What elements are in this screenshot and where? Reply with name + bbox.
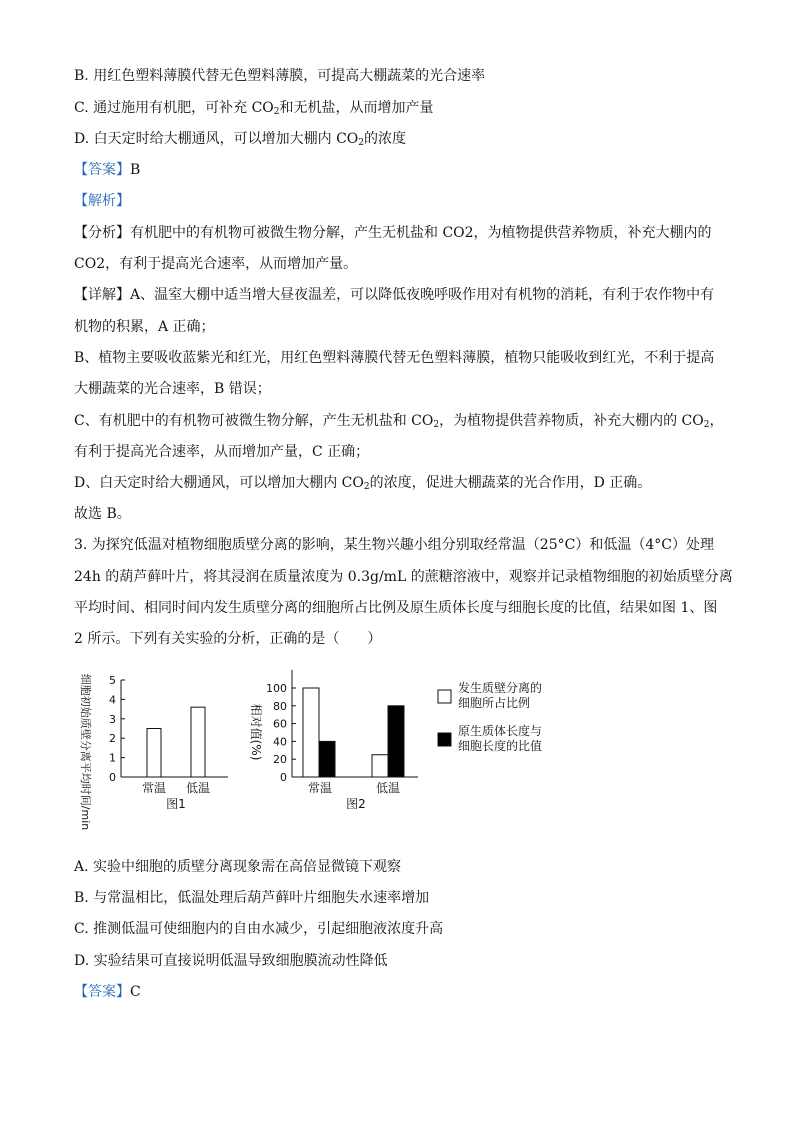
option-b-prev: B. 用红色塑料薄膜代替无色塑料薄膜，可提高大棚蔬菜的光合速率 xyxy=(74,68,486,84)
answer-value: B xyxy=(130,162,141,178)
option-d-text-end: 的浓度 xyxy=(364,131,406,147)
question-3-line-3: 平均时间、相同时间内发生质壁分离的细胞所占比例及原生质体长度与细胞长度的比值，结果如图 1、图 xyxy=(74,600,718,616)
xiangjie-line-c2: 有利于提高光合速率，从而增加产量，C 正确； xyxy=(74,444,370,460)
question-3-line-1: 3. 为探究低温对植物细胞质壁分离的影响，某生物兴趣小组分别取经常温（25°C）和低温（4°C）处理 xyxy=(74,537,714,553)
fig1-ytick-label: 0 xyxy=(109,771,116,784)
option-d-prev xyxy=(74,130,406,148)
fig1-cat-0: 常温 xyxy=(141,781,167,795)
legend-swatch-white xyxy=(438,690,451,703)
fig1-ytick-label: 2 xyxy=(109,732,116,746)
option-c-prev xyxy=(74,99,434,117)
fig2-ytick-label: 60 xyxy=(273,717,287,731)
subscript: 2 xyxy=(273,107,280,117)
option-a-q3: A. 实验中细胞的质壁分离现象需在高倍显微镜下观察 xyxy=(74,859,402,875)
fig1-ylabel: 细胞初始质壁分离平均时间/min xyxy=(79,673,92,831)
figures xyxy=(0,660,794,840)
fig2-cat-1: 低温 xyxy=(375,781,401,795)
fig1-bar xyxy=(191,707,205,777)
xiangjie-line-b2: 大棚蔬菜的光合速率，B 错误； xyxy=(74,381,271,397)
option-d-text: D. 白天定时给大棚通风，可以增加大棚内 CO xyxy=(74,131,359,147)
xiangjie-c-text-end: ， xyxy=(709,413,724,429)
legend-swatch-black xyxy=(438,733,451,746)
fenxi-text: 有机肥中的有机物可被微生物分解，产生无机盐和 CO2，为植物提供营养物质，补充大棚内的 xyxy=(130,225,712,241)
fig2-legend xyxy=(438,680,542,753)
option-d-q3: D. 实验结果可直接说明低温导致细胞膜流动性降低 xyxy=(74,953,388,969)
question-3-line-2: 24h 的葫芦藓叶片，将其浸润在质量浓度为 0.3g/mL 的蔗糖溶液中，观察并记录植物细胞的初始质壁分离 xyxy=(74,569,733,585)
fig2-bar-series-1 xyxy=(388,706,404,777)
xiangjie-line-c1 xyxy=(74,412,723,430)
fig2-ytick-label: 20 xyxy=(273,753,287,767)
option-c-q3: C. 推测低温可使细胞内的自由水减少，引起细胞液浓度升高 xyxy=(74,921,444,937)
subscript: 2 xyxy=(703,420,710,430)
fig1-title: 图1 xyxy=(166,797,186,811)
xiangjie-d-text-end: 的浓度，促进大棚蔬菜的光合作用，D 正确。 xyxy=(369,475,652,491)
figure-2 xyxy=(249,670,418,811)
conclusion: 故选 B。 xyxy=(74,506,131,522)
xiangjie-c-text-mid: ，为植物提供营养物质，补充大棚内的 CO xyxy=(439,413,704,429)
legend-label-white-2: 细胞所占比例 xyxy=(458,696,531,710)
xiangjie-line-b1: B、植物主要吸收蓝紫光和红光，用红色塑料薄膜代替无色塑料薄膜，植物只能吸收到红光，不利于提高 xyxy=(74,350,715,366)
fig2-ytick-label: 0 xyxy=(280,771,287,784)
legend-label-black-2: 细胞长度的比值 xyxy=(458,739,543,753)
fenxi-line-1 xyxy=(74,224,712,242)
subscript: 2 xyxy=(358,138,364,148)
xiangjie-c-text: C、有机肥中的有机物可被微生物分解，产生无机盐和 CO xyxy=(74,413,434,429)
answer-label: 【答案】 xyxy=(74,984,130,1000)
fig2-ytick-label: 40 xyxy=(273,735,287,749)
fig1-cat-1: 低温 xyxy=(185,781,211,795)
fig2-bar-series-0 xyxy=(372,755,388,777)
xiangjie-label: 【详解】 xyxy=(74,287,130,303)
answer-value: C xyxy=(130,984,141,1000)
subscript: 2 xyxy=(433,420,440,430)
fig2-bar-series-1 xyxy=(319,741,335,777)
answer-prev xyxy=(74,161,140,179)
fig1-ytick-label: 1 xyxy=(109,751,116,765)
option-b-q3: B. 与常温相比，低温处理后葫芦藓叶片细胞失水速率增加 xyxy=(74,890,430,906)
fig1-ytick-label: 3 xyxy=(109,712,116,726)
analysis-label-text: 【解析】 xyxy=(74,193,130,209)
option-c-text: C. 通过施用有机肥，可补充 CO xyxy=(74,100,274,116)
xiangjie-line-a1 xyxy=(74,286,714,304)
xiangjie-line-d xyxy=(74,474,651,492)
fig2-ytick-label: 80 xyxy=(273,699,287,713)
figure-1 xyxy=(79,674,228,830)
analysis-label xyxy=(74,192,130,210)
fig2-cat-0: 常温 xyxy=(307,781,333,795)
fenxi-line-2: CO2，有利于提高光合速率，从而增加产量。 xyxy=(74,256,358,272)
legend-label-black-1: 原生质体长度与 xyxy=(458,724,543,738)
fig1-ytick-label: 5 xyxy=(109,674,116,687)
fig2-ylabel: 相对值(%) xyxy=(249,703,263,761)
xiangjie-d-text: D、白天定时给大棚通风，可以增加大棚内 CO xyxy=(74,475,364,491)
answer-label: 【答案】 xyxy=(74,162,130,178)
fenxi-label: 【分析】 xyxy=(74,225,130,241)
xiangjie-line-a2: 机物的积累，A 正确； xyxy=(74,319,215,335)
fig1-ytick-label: 4 xyxy=(109,693,116,707)
fig2-title: 图2 xyxy=(346,797,366,811)
option-c-text-end: 和无机盐，从而增加产量 xyxy=(279,100,434,116)
fig2-ytick-label: 100 xyxy=(266,682,287,695)
fig2-bar-series-0 xyxy=(303,688,319,777)
legend-label-white-1: 发生质壁分离的 xyxy=(458,681,543,695)
answer-q3 xyxy=(74,983,141,1001)
subscript: 2 xyxy=(363,482,370,492)
question-3-line-4: 2 所示。下列有关实验的分析，正确的是（ ） xyxy=(74,631,382,647)
fig1-bar xyxy=(147,729,161,778)
xiangjie-a-text: A、温室大棚中适当增大昼夜温差，可以降低夜晚呼吸作用对有机物的消耗，有利于农作物中有 xyxy=(130,287,715,303)
